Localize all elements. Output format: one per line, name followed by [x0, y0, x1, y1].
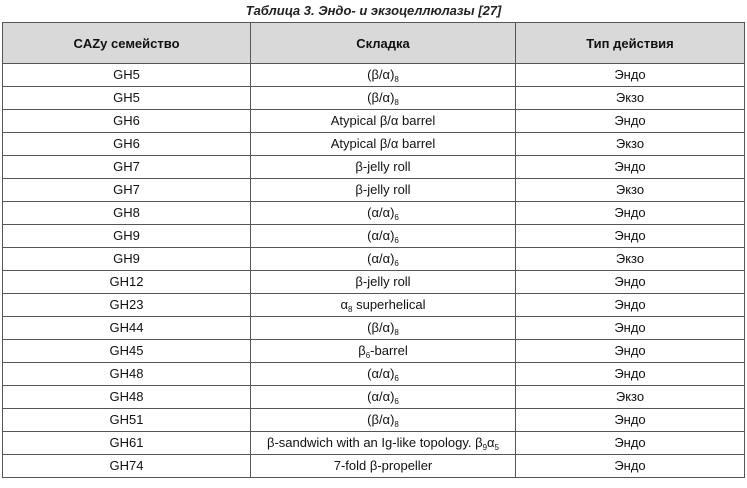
- fold-text: β-jelly roll: [355, 274, 411, 289]
- fold-text: (β/α): [367, 320, 395, 335]
- cellulase-table: [2, 22, 745, 478]
- table-row: [3, 110, 745, 133]
- fold-text: (α/α): [367, 205, 395, 220]
- cell-family: GH44: [3, 317, 251, 340]
- fold-subscript: 8: [348, 305, 353, 314]
- cell-family: GH7: [3, 156, 251, 179]
- fold-text: -barrel: [370, 343, 408, 358]
- fold-subscript: 8: [394, 98, 399, 107]
- cell-action: Эндо: [516, 156, 745, 179]
- cell-action: Эндо: [516, 409, 745, 432]
- cell-action: Эндо: [516, 317, 745, 340]
- fold-text: (α/α): [367, 228, 395, 243]
- cell-fold: [251, 317, 516, 340]
- fold-text: (β/α): [367, 412, 395, 427]
- cell-family: GH6: [3, 133, 251, 156]
- cell-action: Эндо: [516, 271, 745, 294]
- cell-fold: [251, 87, 516, 110]
- fold-subscript: 6: [394, 259, 399, 268]
- header-family: CAZy семейство: [3, 23, 251, 64]
- cell-fold: [251, 432, 516, 455]
- table-row: [3, 179, 745, 202]
- fold-subscript: 9: [482, 443, 488, 452]
- cell-action: Эндо: [516, 225, 745, 248]
- cell-fold: [251, 179, 516, 202]
- fold-text: β-jelly roll: [355, 182, 411, 197]
- fold-text: α: [487, 435, 495, 450]
- cell-family: GH6: [3, 110, 251, 133]
- cell-family: GH51: [3, 409, 251, 432]
- fold-subscript: 6: [365, 351, 371, 360]
- cell-action: Эндо: [516, 340, 745, 363]
- fold-text: β: [358, 343, 366, 358]
- cell-fold: [251, 225, 516, 248]
- cell-action: Экзо: [516, 179, 745, 202]
- cell-fold: [251, 64, 516, 87]
- cell-action: Экзо: [516, 386, 745, 409]
- cell-action: Эндо: [516, 64, 745, 87]
- cell-action: Эндо: [516, 110, 745, 133]
- fold-text: (α/α): [367, 251, 395, 266]
- cell-action: Эндо: [516, 202, 745, 225]
- cell-fold: [251, 110, 516, 133]
- cell-family: GH9: [3, 225, 251, 248]
- fold-text: Atypical β/α barrel: [330, 136, 436, 151]
- fold-subscript: 6: [394, 374, 399, 383]
- cell-family: GH48: [3, 363, 251, 386]
- cell-fold: [251, 455, 516, 478]
- cell-fold: [251, 409, 516, 432]
- table-row: [3, 363, 745, 386]
- table-row: [3, 455, 745, 478]
- fold-subscript: 8: [394, 328, 399, 337]
- table-row: [3, 317, 745, 340]
- fold-text: β-sandwich with an Ig-like topology. β: [266, 435, 483, 450]
- header-action: Тип действия: [516, 23, 745, 64]
- cell-family: GH5: [3, 87, 251, 110]
- cell-action: Эндо: [516, 455, 745, 478]
- table-header-row: [3, 23, 745, 64]
- fold-subscript: 5: [494, 443, 499, 452]
- table-row: [3, 225, 745, 248]
- cell-fold: [251, 271, 516, 294]
- fold-subscript: 6: [394, 236, 399, 245]
- table-row: [3, 340, 745, 363]
- cell-family: GH5: [3, 64, 251, 87]
- cell-family: GH61: [3, 432, 251, 455]
- table-row: [3, 64, 745, 87]
- fold-text: β-jelly roll: [355, 159, 411, 174]
- table-row: [3, 156, 745, 179]
- cell-fold: [251, 340, 516, 363]
- header-fold: Складка: [251, 23, 516, 64]
- fold-text: (α/α): [367, 389, 395, 404]
- table-row: [3, 432, 745, 455]
- cell-family: GH45: [3, 340, 251, 363]
- table-row: [3, 409, 745, 432]
- cell-action: Экзо: [516, 248, 745, 271]
- fold-text: (β/α): [367, 67, 395, 82]
- cell-action: Экзо: [516, 87, 745, 110]
- table-row: [3, 294, 745, 317]
- cell-action: Эндо: [516, 294, 745, 317]
- cell-family: GH12: [3, 271, 251, 294]
- cell-family: GH74: [3, 455, 251, 478]
- table-row: [3, 202, 745, 225]
- table-caption: Таблица 3. Эндо- и экзоцеллюлазы [27]: [245, 3, 502, 18]
- cell-family: GH23: [3, 294, 251, 317]
- fold-subscript: 8: [394, 420, 399, 429]
- fold-text: (β/α): [367, 90, 395, 105]
- table-row: [3, 386, 745, 409]
- cell-fold: [251, 133, 516, 156]
- fold-subscript: 6: [394, 213, 399, 222]
- fold-text: (α/α): [367, 366, 395, 381]
- fold-subscript: 8: [394, 75, 399, 84]
- table-row: [3, 87, 745, 110]
- cell-family: GH7: [3, 179, 251, 202]
- cell-action: Экзо: [516, 133, 745, 156]
- table-row: [3, 133, 745, 156]
- cell-family: GH9: [3, 248, 251, 271]
- cell-family: GH8: [3, 202, 251, 225]
- cell-family: GH48: [3, 386, 251, 409]
- table-body: [3, 64, 745, 478]
- table-row: [3, 271, 745, 294]
- cell-fold: [251, 156, 516, 179]
- cell-fold: [251, 294, 516, 317]
- table-row: [3, 248, 745, 271]
- cell-action: Эндо: [516, 432, 745, 455]
- cell-fold: [251, 386, 516, 409]
- cell-fold: [251, 248, 516, 271]
- fold-subscript: 6: [394, 397, 399, 406]
- fold-text: superhelical: [352, 297, 426, 312]
- fold-text: α: [340, 297, 349, 312]
- cell-action: Эндо: [516, 363, 745, 386]
- cell-fold: [251, 202, 516, 225]
- cell-fold: [251, 363, 516, 386]
- fold-text: Atypical β/α barrel: [330, 113, 436, 128]
- fold-text: 7-fold β-propeller: [333, 458, 433, 473]
